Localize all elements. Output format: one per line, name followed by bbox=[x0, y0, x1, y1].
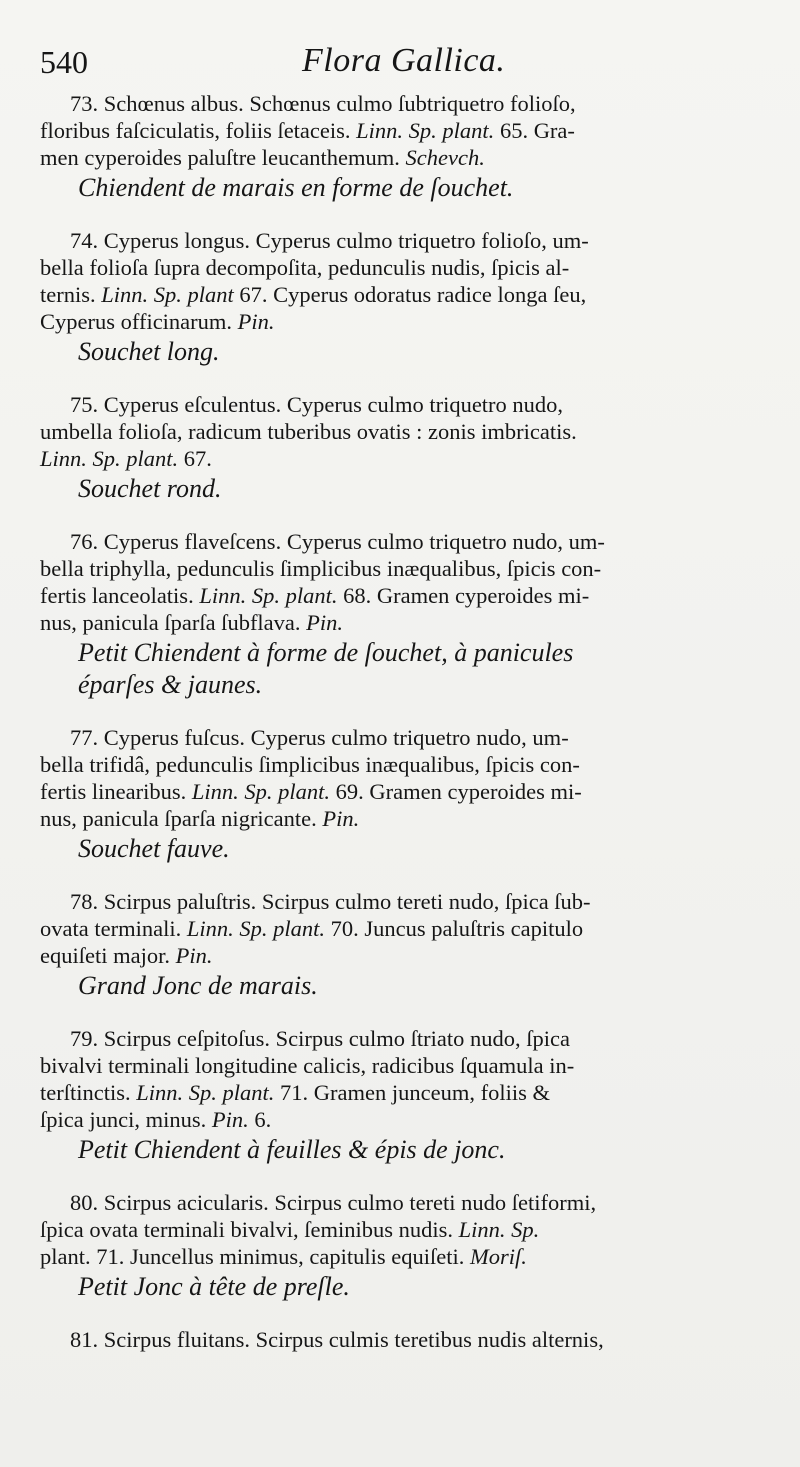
entry-number: 78. bbox=[70, 889, 99, 914]
reference-citation: Linn. Sp. plant. bbox=[356, 118, 495, 143]
entry-number: 76. bbox=[70, 529, 99, 554]
entry-line: Scirpus fluitans. Scirpus culmis teretibus nudis alternis, bbox=[103, 1327, 604, 1352]
entry-line: Scirpus ceſpitoſus. Scirpus culmo ſtriato nudo, ſpica bbox=[103, 1026, 570, 1051]
french-common-name: Petit Chiendent à forme de ſouchet, à panicules bbox=[78, 638, 574, 667]
entry-gap bbox=[40, 203, 770, 227]
entry-line: Cyperus longus. Cyperus culmo triquetro folioſo, um- bbox=[103, 228, 589, 253]
entry-line: ſpica junci, minus. Pin. 6. bbox=[40, 1107, 272, 1132]
entry-line: nus, panicula ſparſa ſubflava. Pin. bbox=[40, 610, 344, 635]
species-entry bbox=[40, 888, 770, 1001]
reference-citation: Linn. Sp. plant. bbox=[191, 779, 330, 804]
entry-line: Cyperus eſculentus. Cyperus culmo triquetro nudo, bbox=[103, 392, 564, 417]
entry-line: umbella folioſa, radicum tuberibus ovatis : zonis imbricatis. bbox=[40, 419, 577, 444]
entry-description bbox=[40, 391, 770, 472]
entry-line: fertis linearibus. Linn. Sp. plant. 69. Gramen cyperoides mi- bbox=[40, 779, 582, 804]
reference-citation: Pin. bbox=[237, 309, 275, 334]
page-header bbox=[40, 40, 770, 90]
entry-gap bbox=[40, 1302, 770, 1326]
page-number: 540 bbox=[40, 44, 88, 80]
entry-line: men cyperoides paluſtre leucanthemum. Schevch. bbox=[40, 145, 485, 170]
entry-line: Scirpus paluſtris. Scirpus culmo tereti nudo, ſpica ſub- bbox=[103, 889, 591, 914]
running-title: Flora Gallica. bbox=[302, 42, 506, 79]
entry-number: 79. bbox=[70, 1026, 99, 1051]
entry-gap bbox=[40, 700, 770, 724]
entry-number: 74. bbox=[70, 228, 99, 253]
entry-description bbox=[40, 1326, 770, 1353]
french-common-name: Grand Jonc de marais. bbox=[78, 971, 318, 1000]
entry-description bbox=[40, 1025, 770, 1133]
reference-citation: Linn. Sp. bbox=[458, 1217, 540, 1242]
entry-description bbox=[40, 227, 770, 335]
french-common-name: Souchet rond. bbox=[78, 474, 222, 503]
species-entry bbox=[40, 391, 770, 504]
french-common-name: Souchet fauve. bbox=[78, 834, 230, 863]
french-common-name: Chiendent de marais en forme de ſouchet. bbox=[78, 173, 514, 202]
entry-number: 73. bbox=[70, 91, 99, 116]
reference-citation: Linn. Sp. plant. bbox=[199, 583, 338, 608]
entry-line: ovata terminali. Linn. Sp. plant. 70. Juncus paluſtris capitulo bbox=[40, 916, 584, 941]
reference-citation: Pin. bbox=[306, 610, 344, 635]
species-entry bbox=[40, 724, 770, 864]
entry-description bbox=[40, 1189, 770, 1270]
french-common-name: Souchet long. bbox=[78, 337, 220, 366]
species-entry bbox=[40, 528, 770, 700]
entry-description bbox=[40, 90, 770, 171]
entry-gap bbox=[40, 1001, 770, 1025]
entry-line: ternis. Linn. Sp. plant 67. Cyperus odoratus radice longa ſeu, bbox=[40, 282, 587, 307]
reference-citation: Pin. bbox=[322, 806, 360, 831]
entry-line: Scirpus acicularis. Scirpus culmo tereti nudo ſetiformi, bbox=[103, 1190, 597, 1215]
entry-gap bbox=[40, 864, 770, 888]
entry-line: bella folioſa ſupra decompoſita, pedunculis nudis, ſpicis al- bbox=[40, 255, 570, 280]
entry-line: terſtinctis. Linn. Sp. plant. 71. Gramen junceum, foliis & bbox=[40, 1080, 550, 1105]
reference-citation: Pin. bbox=[211, 1107, 249, 1132]
reference-citation: Linn. Sp. plant. bbox=[40, 446, 179, 471]
entry-line: Schœnus albus. Schœnus culmo ſubtriquetro folioſo, bbox=[103, 91, 576, 116]
entry-line: Cyperus officinarum. Pin. bbox=[40, 309, 275, 334]
species-entry bbox=[40, 1189, 770, 1302]
reference-citation: Pin. bbox=[175, 943, 213, 968]
entry-line: plant. 71. Juncellus minimus, capitulis equiſeti. Moriſ. bbox=[40, 1244, 527, 1269]
entry-line: equiſeti major. Pin. bbox=[40, 943, 213, 968]
species-entry bbox=[40, 227, 770, 367]
entry-number: 75. bbox=[70, 392, 99, 417]
entry-line: floribus faſciculatis, foliis ſetaceis. Linn. Sp. plant. 65. Gra- bbox=[40, 118, 575, 143]
entry-number: 81. bbox=[70, 1327, 99, 1352]
entry-line: Linn. Sp. plant. 67. bbox=[40, 446, 212, 471]
entry-line: fertis lanceolatis. Linn. Sp. plant. 68. Gramen cyperoides mi- bbox=[40, 583, 590, 608]
reference-citation: Linn. Sp. plant bbox=[101, 282, 234, 307]
entry-description bbox=[40, 528, 770, 636]
entry-line: bivalvi terminali longitudine calicis, radicibus ſquamula in- bbox=[40, 1053, 575, 1078]
entry-line: nus, panicula ſparſa nigricante. Pin. bbox=[40, 806, 360, 831]
entry-line: Cyperus fuſcus. Cyperus culmo triquetro nudo, um- bbox=[103, 725, 569, 750]
entry-line: ſpica ovata terminali bivalvi, ſeminibus nudis. Linn. Sp. bbox=[40, 1217, 540, 1242]
reference-citation: Linn. Sp. plant. bbox=[136, 1080, 275, 1105]
species-entry bbox=[40, 90, 770, 203]
entry-line: bella triphylla, pedunculis ſimplicibus inæqualibus, ſpicis con- bbox=[40, 556, 602, 581]
french-common-name: Petit Jonc à tête de preſle. bbox=[78, 1272, 350, 1301]
entry-description bbox=[40, 888, 770, 969]
entry-gap bbox=[40, 504, 770, 528]
species-entry bbox=[40, 1025, 770, 1165]
entry-number: 80. bbox=[70, 1190, 99, 1215]
species-entry bbox=[40, 1326, 770, 1353]
reference-citation: Schevch. bbox=[405, 145, 485, 170]
french-common-name: éparſes & jaunes. bbox=[78, 670, 263, 699]
entry-number: 77. bbox=[70, 725, 99, 750]
entry-gap bbox=[40, 1165, 770, 1189]
entry-gap bbox=[40, 367, 770, 391]
entry-line: bella trifidâ, pedunculis ſimplicibus inæqualibus, ſpicis con- bbox=[40, 752, 580, 777]
reference-citation: Moriſ. bbox=[469, 1244, 527, 1269]
french-common-name: Petit Chiendent à feuilles & épis de jonc. bbox=[78, 1135, 506, 1164]
reference-citation: Linn. Sp. plant. bbox=[186, 916, 325, 941]
entry-line: Cyperus flaveſcens. Cyperus culmo triquetro nudo, um- bbox=[103, 529, 605, 554]
species-entries bbox=[40, 90, 770, 1353]
entry-description bbox=[40, 724, 770, 832]
